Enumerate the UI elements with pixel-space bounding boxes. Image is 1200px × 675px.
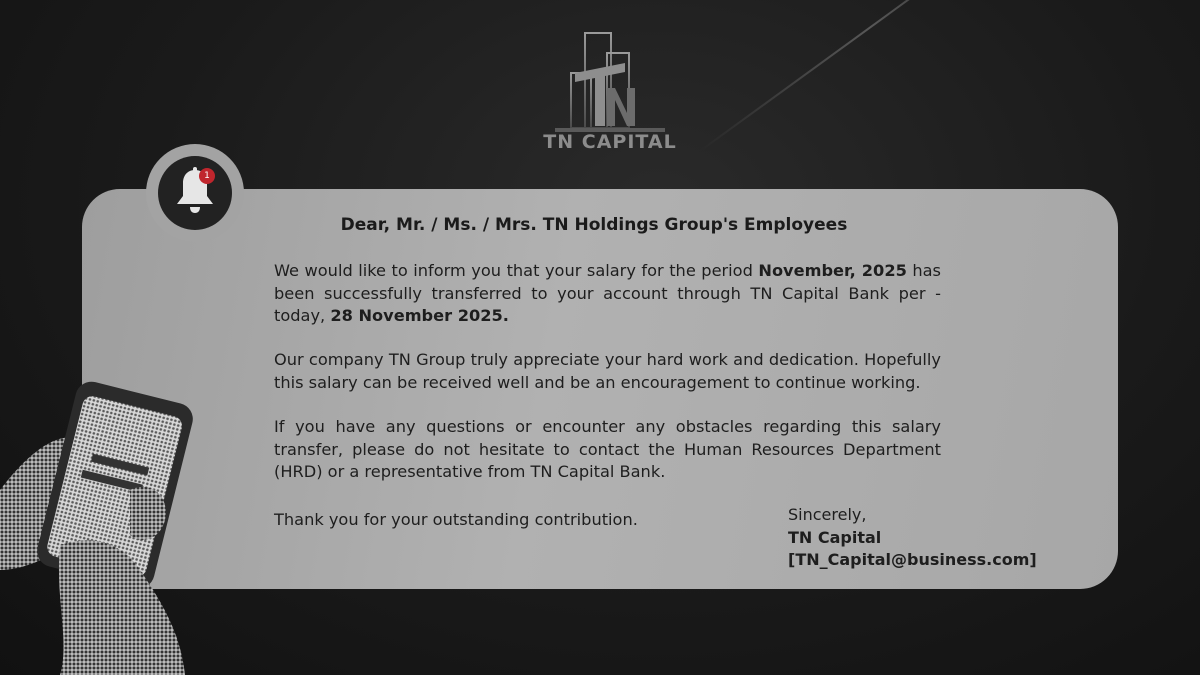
paragraph-appreciation: Our company TN Group truly appreciate your hard work and dedication. Hopefully this salary can be received well and be an encouragement to continue working. [274, 350, 941, 392]
sender-name: TN Capital [788, 527, 882, 547]
paragraph-thanks: Thank you for your outstanding contribution. [274, 510, 638, 529]
p1-text-b: has been successfully transferred to your account through TN Capital Bank per - today, [274, 261, 941, 325]
light-streak [699, 0, 1040, 152]
p1-period: November, 2025 [758, 261, 907, 280]
hand-holding-phone-icon [0, 370, 200, 675]
signoff [788, 504, 1037, 572]
p1-date: 28 November 2025. [330, 306, 509, 325]
paragraph-contact: If you have any questions or encounter any obstacles regarding this salary transfer, please do not hesitate to contact the Human Resources Department (HRD) or a representative from TN Capital Bank. [274, 417, 941, 481]
sender-email[interactable]: [TN_Capital@business.com] [788, 550, 1037, 569]
paragraph-salary-transfer [274, 260, 941, 328]
brand-name: TN CAPITAL [543, 131, 677, 153]
p1-text-a: We would like to inform you that your salary for the period [274, 261, 759, 280]
notification-badge: 1 [199, 168, 215, 184]
closing: Sincerely, [788, 505, 867, 524]
letter-greeting: Dear, Mr. / Ms. / Mrs. TN Holdings Group's Employees [340, 215, 848, 235]
